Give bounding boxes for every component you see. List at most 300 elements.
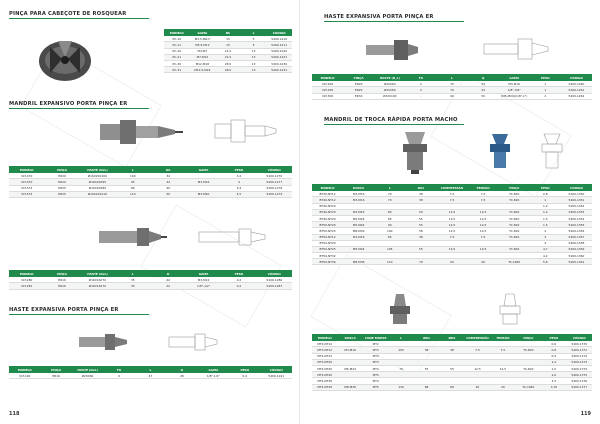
col-header: CÓDIGO [257, 166, 292, 173]
col-header: D [151, 270, 186, 277]
cell: BT40-NT20 [312, 203, 343, 209]
tap-holder-blue-image [480, 130, 520, 174]
col-header: CÓDIGO [261, 366, 293, 373]
table-morse-taper [312, 334, 592, 391]
col-header: PESO [530, 74, 561, 81]
cell: 0 [103, 373, 134, 379]
cell: MT4-NT20 [312, 365, 337, 371]
page-number: 118 [9, 411, 20, 417]
cell: 70 [374, 197, 405, 203]
cell: MT5 [363, 384, 388, 390]
cell: Ø16X16X70 [80, 283, 115, 289]
cell: 5400-1356 [561, 228, 592, 234]
cell: Ø25X60 [374, 87, 405, 93]
cell: PC-10 [164, 36, 190, 42]
cell: 20 [436, 259, 467, 265]
cell: M12,5-M24 [190, 67, 216, 73]
cell: VLT-300 [312, 93, 343, 99]
col-header: PESO [530, 184, 561, 191]
cell: 130 [388, 384, 413, 390]
cell: 70 [374, 191, 405, 197]
col-header: GAMA [186, 270, 221, 277]
cell: 12,5 [490, 365, 515, 371]
col-header: MODELO [9, 366, 40, 373]
col-header: HASTE (DxL) [80, 166, 115, 173]
cell: M3-M16 [343, 197, 374, 203]
cell: 5400-1355 [561, 222, 592, 228]
cell: 70 [436, 81, 467, 87]
cell: 5400-1287 [257, 283, 292, 289]
cell: 5400-1211 [266, 42, 292, 48]
cell: 0,2 [221, 277, 256, 283]
cell: 7,5 [468, 191, 499, 197]
col-header: ROSCA [343, 184, 374, 191]
cell: 5400-1361 [561, 259, 592, 265]
col-header: CÓDIGO [266, 29, 292, 36]
cell: 5400-1241 [261, 373, 293, 379]
col-header: ROSCA [337, 334, 362, 341]
cell: VLT-250 [312, 87, 343, 93]
cell: 4,2 [530, 253, 561, 259]
haste-right-image [362, 32, 422, 68]
cell: M3-M22 [343, 209, 374, 215]
cell: 5400-1350 [561, 191, 592, 197]
col-header: COMPRESSÃO [466, 335, 489, 340]
haste-drawing [165, 330, 225, 354]
cell: 5400-1376 [567, 378, 592, 384]
cell: M5,5-M12 [190, 42, 216, 48]
table-row [9, 373, 292, 379]
tap-holder-drawing [532, 130, 572, 174]
cell: 34 [151, 173, 186, 179]
cell: 1,2 [530, 209, 561, 215]
col-header: PESO [221, 166, 256, 173]
cell: 5400-1372 [567, 353, 592, 359]
tap-holder-image [395, 128, 435, 176]
cell: 58 [405, 228, 436, 234]
cell: 38 [405, 191, 436, 197]
cell: VLT-200 [312, 81, 343, 87]
cell: VLT-574 [9, 191, 44, 197]
cell: 34 [151, 179, 186, 185]
cell: ER20 [343, 81, 374, 87]
cell: 5400-1370 [567, 341, 592, 347]
cell: TC-820 [499, 215, 530, 221]
cell: 3,2 [541, 378, 566, 384]
cell: TC-820 [516, 365, 541, 371]
cell: - [405, 93, 436, 99]
cell: MT3-NT12 [312, 347, 337, 353]
col-header: L [374, 184, 405, 191]
cell: M3-M16 [343, 191, 374, 197]
col-header: CÓDIGO [561, 74, 592, 81]
col-header: GAMA [198, 366, 229, 373]
col-header: PESO [221, 270, 256, 277]
cell: VLT-574 [9, 185, 44, 191]
cell: TC-820 [499, 234, 530, 240]
mandril-short-image [95, 222, 170, 252]
cell: 0,8 [530, 191, 561, 197]
table-row [164, 67, 292, 73]
cell: BT30-NT12 [312, 191, 343, 197]
cell: ER16 [44, 277, 79, 283]
col-header: COMPRESSÃO [436, 184, 467, 191]
cell: (M5-M20)(1/8"-1") [499, 93, 530, 99]
table-haste-expansiva-right [312, 74, 592, 100]
cell: Ø16X16X70 [80, 277, 115, 283]
cell: 22 [151, 283, 186, 289]
cell: BT50-NT20 [312, 240, 343, 246]
col-header: Q [166, 366, 197, 373]
cell: 5400-1353 [561, 209, 592, 215]
col-header: F0 [405, 74, 436, 81]
col-header: L [436, 74, 467, 81]
cell: 7,5 [436, 191, 467, 197]
table-row [9, 191, 292, 197]
cell: 68 [439, 384, 464, 390]
col-header: MODELO [312, 74, 343, 81]
cell: 5400-1276 [257, 173, 292, 179]
cell: M3-M16 [343, 234, 374, 240]
cell: 5400-1377 [567, 384, 592, 390]
cell: 34 [468, 87, 499, 93]
haste-right-drawing [480, 32, 560, 66]
cell: PC-31 [164, 67, 190, 73]
cell: 55 [405, 215, 436, 221]
cell: 4 [530, 240, 561, 246]
cell: 12,5 [436, 222, 467, 228]
col-header: CÓDIGO [257, 270, 292, 277]
cell: 50 [405, 209, 436, 215]
cell: 5400-1358 [561, 240, 592, 246]
cell: M5-M24 [343, 246, 374, 252]
cell: ER25 [343, 87, 374, 93]
cell: 21,5 [215, 48, 241, 54]
cell: 5,6 [530, 259, 561, 265]
cell: MT2 [363, 341, 388, 347]
col-header: PESO [541, 334, 566, 341]
cell: 2 [405, 81, 436, 87]
cell: 5400-1231 [266, 67, 292, 73]
col-header: L [115, 270, 150, 277]
cell: 38 [439, 347, 464, 353]
cell: TC-1650 [516, 384, 541, 390]
cell: 90 [374, 222, 405, 228]
cell: M3-M12 [186, 277, 221, 283]
cell: 20 [465, 384, 490, 390]
page-number: 119 [580, 411, 591, 417]
cell: 4 [221, 179, 256, 185]
col-header: PINÇA [499, 184, 530, 191]
cell: 1,5 [530, 215, 561, 221]
cell: 5 [241, 36, 267, 42]
cell: ER25 [44, 185, 79, 191]
table-row [9, 283, 292, 289]
col-header: Dh [151, 166, 186, 173]
col-header: D01 [405, 184, 436, 191]
cell: 1 [530, 87, 561, 93]
col-header: GAMA [499, 74, 530, 81]
cell: 1 [530, 197, 561, 203]
cell: 7,5 [436, 197, 467, 203]
cell: M3-M20 [186, 191, 221, 197]
cell: 47 [135, 373, 166, 379]
cell: 21,5 [215, 54, 241, 60]
cell: 5400-1260 [561, 81, 592, 87]
col-header: TENSÃO [490, 334, 515, 341]
cell: M8-M36 [343, 259, 374, 265]
cell: 3,76 [541, 384, 566, 390]
cell: MT5 [363, 372, 388, 378]
cell: 1/8"-1/2" [186, 283, 221, 289]
cell: 12,5 [468, 228, 499, 234]
cell: 55 [405, 246, 436, 252]
col-header: ØD2 [439, 334, 464, 341]
table-mandril-expansivo [9, 166, 292, 198]
cell: PC-30 [164, 60, 190, 66]
cell: 7,5 [436, 234, 467, 240]
section-title-mandril-troca-rapida: MANDRIL DE TROCA RÁPIDA PORTA MACHO [324, 117, 458, 123]
cell: 5400-1354 [561, 215, 592, 221]
col-header: PESO [229, 366, 260, 373]
cell: 85 [374, 234, 405, 240]
cell: 28,5 [215, 60, 241, 66]
col-header: MODELO [9, 270, 44, 277]
cell: MT4 [363, 353, 388, 359]
cell: ER20 [44, 173, 79, 179]
cell: 105 [374, 246, 405, 252]
cell: 13 [241, 48, 267, 54]
cell: BT50-NT36 [312, 259, 343, 265]
cell: 35 [115, 283, 150, 289]
cell: VLT-470 [9, 173, 44, 179]
cell: 20 [468, 259, 499, 265]
cell: 1/8"-1/2" [198, 373, 229, 379]
cell: VLT-470 [9, 179, 44, 185]
cell: 5400-1351 [561, 197, 592, 203]
cell: 50 [468, 93, 499, 99]
cell: BT40-NT20 [312, 209, 343, 215]
cell: MT4-NT36 [312, 384, 337, 390]
cell: 70 [388, 365, 413, 371]
cell: VLT-281 [9, 283, 44, 289]
title-underline [324, 21, 464, 22]
cell: 12,5 [465, 365, 490, 371]
col-header: GAMA [186, 166, 221, 173]
cell: M7-M12 [190, 54, 216, 60]
cell: TC-820 [499, 246, 530, 252]
cell: M8-M36 [337, 384, 362, 390]
col-header: GAMA [190, 29, 216, 36]
cell: 4,7 [530, 246, 561, 252]
cell: 12,5 [468, 215, 499, 221]
mandril-drawing [210, 114, 280, 148]
section-title-haste-expansiva-right: HASTE EXPANSIVA PORTA PINÇA ER [324, 14, 434, 20]
cell: 4,5 [221, 191, 256, 197]
cell: 3 [530, 234, 561, 240]
cell: VLT-100 [9, 373, 40, 379]
cell: 38 [414, 347, 439, 353]
cell: 0,4 [229, 373, 260, 379]
cell: M5-M24 [343, 215, 374, 221]
cell: TC-820 [499, 197, 530, 203]
col-header: MODELO [312, 334, 337, 341]
cell: ER32 [343, 93, 374, 99]
cell: 3,4 [221, 185, 256, 191]
cell: 68 [414, 384, 439, 390]
cell: MT4 [363, 365, 388, 371]
cell: 5400-1373 [567, 359, 592, 365]
cell: TC-1650 [499, 259, 530, 265]
col-header: L [135, 366, 166, 373]
cell: 5400-1220 [266, 48, 292, 54]
cell: 5400-1230 [266, 60, 292, 66]
cell: 110 [115, 191, 150, 197]
cell: 2 [405, 87, 436, 93]
cell: 2 [530, 93, 561, 99]
cell: 1,2 [530, 203, 561, 209]
section-title-haste-expansiva: HASTE EXPANSIVA PORTA PINÇA ER [9, 307, 119, 313]
cell: 1,5 [541, 365, 566, 371]
cell: TC-820 [499, 222, 530, 228]
cell: M8-M30 [343, 228, 374, 234]
cell: MT2-NT12 [312, 341, 337, 347]
cell: 1,2 [541, 359, 566, 365]
cell: 5400-1279 [257, 191, 292, 197]
cell: 1 [530, 81, 561, 87]
right-page [300, 0, 600, 424]
title-underline [9, 314, 149, 315]
cell: 55 [439, 365, 464, 371]
cell: BT50-NT25 [312, 246, 343, 252]
col-header: L [388, 334, 413, 341]
cell: MT4 [363, 378, 388, 384]
col-header: CONE MORSE [364, 335, 387, 340]
table-row [312, 259, 592, 265]
cell: M5-M24 [337, 365, 362, 371]
cell: 12,5 [468, 209, 499, 215]
cell: 1,5 [530, 222, 561, 228]
cell: 90 [436, 93, 467, 99]
cell: 5400-1375 [567, 372, 592, 378]
cell: 12,5 [436, 215, 467, 221]
col-header: PINÇA [44, 166, 79, 173]
cell: 5400-1357 [561, 234, 592, 240]
cell: 5400-1359 [561, 246, 592, 252]
table-pinca-cabecote [164, 29, 292, 73]
cell: 0,9 [541, 353, 566, 359]
cell: 80 [115, 185, 150, 191]
section-title-pinca-cabecote: PINÇA PARA CABEÇOTE DE ROSQUEAR [9, 11, 127, 17]
cell: 12,5 [436, 209, 467, 215]
col-header: Q [468, 74, 499, 81]
cell: 105 [388, 347, 413, 353]
cell: 80 [374, 209, 405, 215]
cell: 5400-1277 [257, 179, 292, 185]
col-header: MODELO [164, 29, 190, 36]
cell: TC-820 [499, 191, 530, 197]
col-header: ØD1 [414, 334, 439, 341]
cell: 12,5 [436, 228, 467, 234]
title-underline [9, 18, 149, 19]
col-header: F0 [103, 366, 134, 373]
section-title-mandril-expansivo: MANDRIL EXPANSIVO PORTA PINÇA ER [9, 101, 128, 107]
cell: 5 [241, 42, 267, 48]
cell: Ø16X20X95 [80, 179, 115, 185]
cell: 28 [166, 373, 197, 379]
collet-image [30, 33, 100, 85]
cell: M5-M24 [343, 222, 374, 228]
cell: 1/8"-3/4" [499, 87, 530, 93]
cell: 110 [374, 259, 405, 265]
table-mandril-short [9, 270, 292, 290]
cell: 40 [151, 185, 186, 191]
title-underline [9, 108, 149, 109]
cell: 12,5 [436, 246, 467, 252]
cell: TC-820 [499, 228, 530, 234]
col-header: HASTE (DxL) [72, 366, 103, 373]
cell: 5400-1221 [266, 54, 292, 60]
col-header: L [241, 29, 267, 36]
cell: Ø16X20X100 [80, 173, 115, 179]
col-header: TENSÃO [468, 184, 499, 191]
col-header: MODELO [312, 184, 343, 191]
cell: 35 [115, 277, 150, 283]
cell: 38 [405, 234, 436, 240]
cell: BT50-NT32 [312, 253, 343, 259]
cell: M3-M16 [337, 347, 362, 353]
cell: Ø20X60 [374, 81, 405, 87]
cell: 5400-1371 [567, 347, 592, 353]
cell: Ø16X20X80 [80, 185, 115, 191]
table-haste-expansiva-left [9, 366, 292, 379]
cell: 34 [468, 81, 499, 87]
cell: 3,2 [221, 173, 256, 179]
cell: 55 [414, 365, 439, 371]
cell: PC-21 [164, 54, 190, 60]
cell: MT4-NT36 [312, 378, 337, 384]
cell: MT3 [363, 347, 388, 353]
cell: Ø20X60 [72, 373, 103, 379]
cell: 5400-1360 [561, 253, 592, 259]
cell: 12,5 [468, 246, 499, 252]
cell: MT3 [363, 359, 388, 365]
col-header: PINÇA [44, 270, 79, 277]
cell: 13 [241, 54, 267, 60]
table-row [312, 384, 592, 390]
cell: 5400-1278 [257, 185, 292, 191]
cell: VLT-280 [9, 277, 44, 283]
cell: 2 [530, 228, 561, 234]
table-mandril-troca-rapida [312, 184, 592, 265]
cell: 100 [115, 173, 150, 179]
cell: M4-M7 [190, 48, 216, 54]
cell: 85 [374, 215, 405, 221]
cell: MT5-NT20 [312, 372, 337, 378]
cell: 95 [115, 179, 150, 185]
cell: 5400-1352 [561, 203, 592, 209]
cell: M3-M16 [499, 81, 530, 87]
cell: 0,2 [221, 283, 256, 289]
cell: PC-11 [164, 42, 190, 48]
col-header: PINÇA [343, 74, 374, 81]
cell: 5400-1262 [561, 93, 592, 99]
col-header: HASTE (D_L) [374, 74, 405, 81]
cell: TC-820 [516, 347, 541, 353]
cell: BT40-NT20 [312, 215, 343, 221]
cell: M12-M18 [190, 60, 216, 66]
morse-taper-image [380, 292, 420, 328]
